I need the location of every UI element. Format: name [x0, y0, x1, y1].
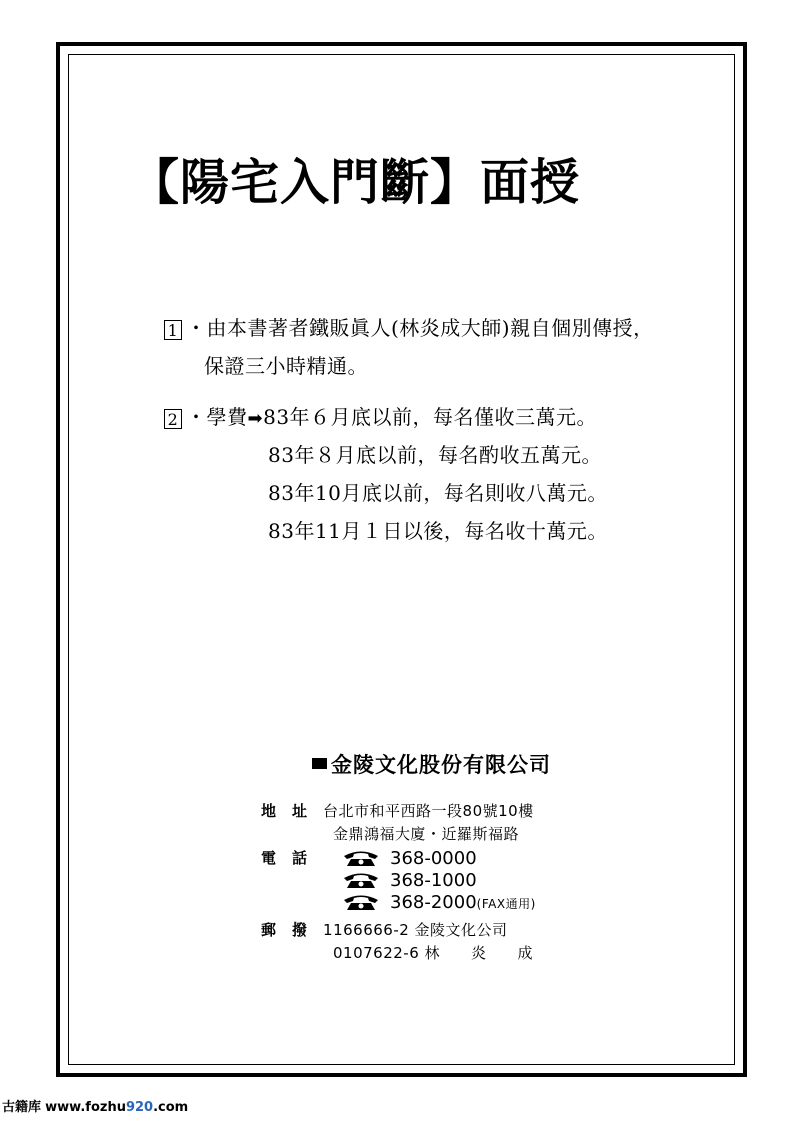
item-1-line-1 [164, 318, 654, 340]
address-label: 地 址 [261, 802, 308, 820]
black-square-icon [312, 758, 327, 769]
phone-number-1: 368-0000 [390, 848, 477, 869]
address-line-2: 金鼎鴻福大廈・近羅斯福路 [333, 825, 520, 843]
item-2-lead: ・學費 [186, 405, 248, 429]
fee-line-3: 83年10月底以前，每名則收八萬元。 [268, 481, 608, 505]
postal-text-1: 1166666-2 金陵文化公司 [323, 921, 508, 939]
item-1-number: 1 [164, 320, 182, 340]
phone-line-1 [342, 849, 477, 868]
item-1-text-1: ・由本書著者鐵販眞人(林炎成大師)親自個別傳授， [186, 316, 654, 340]
postal-label: 郵 撥 [261, 921, 308, 939]
fee-line-2: 83年８月底以前，每名酌收五萬元。 [268, 443, 602, 467]
arrow-right-icon: ➡ [247, 408, 264, 429]
company-name-line [312, 755, 551, 776]
page-title: 【陽宅入門斷】面授 [130, 154, 581, 211]
telephone-icon [342, 871, 380, 889]
fax-note: (FAX通用) [476, 897, 536, 911]
postal-line-2: 0107622-6 林 炎 成 [333, 944, 534, 962]
site-name: 古籍库 [2, 1100, 42, 1115]
postal-line-1 [261, 923, 508, 938]
item-2-line-1 [164, 407, 597, 429]
phone-label-line [261, 851, 308, 866]
phone-line-2 [342, 871, 477, 890]
site-url: www.fozhu920.com [45, 1100, 189, 1115]
phone-label: 電 話 [261, 849, 308, 867]
address-text-1: 台北市和平西路一段80號10樓 [323, 802, 534, 820]
phone-line-3 [342, 893, 536, 912]
telephone-icon [342, 849, 380, 867]
item-2-number: 2 [164, 409, 182, 429]
fee-line-4: 83年11月１日以後，每名收十萬元。 [268, 519, 608, 543]
company-name: 金陵文化股份有限公司 [331, 753, 551, 777]
site-watermark [2, 1096, 188, 1115]
telephone-icon [342, 893, 380, 911]
phone-number-3: 368-2000 [390, 892, 477, 913]
item-1-line-2: 保證三小時精通。 [204, 354, 368, 378]
fee-line-1: 83年６月底以前，每名僅收三萬元。 [263, 405, 598, 429]
phone-number-2: 368-1000 [390, 870, 477, 891]
address-line-1 [261, 804, 534, 819]
